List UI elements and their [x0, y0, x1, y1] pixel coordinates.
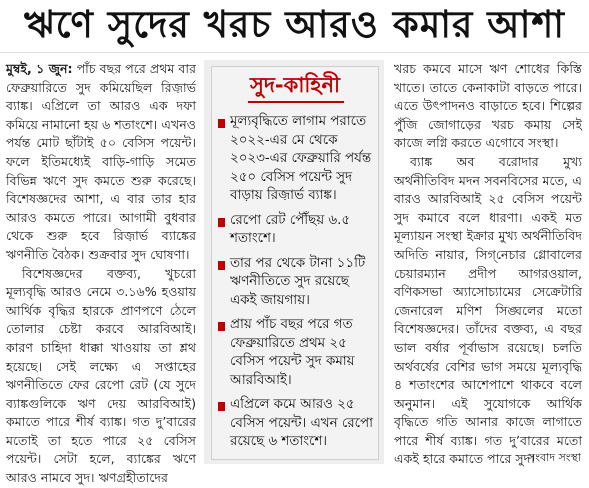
right-column	[394, 60, 582, 469]
left-para-1	[6, 60, 196, 265]
sidebar-bullet-text: তার পর থেকে টানা ১১টি ঋণনীতিতে সুদ রয়েছে একই জায়গায়।	[230, 255, 366, 308]
sidebar-panel	[204, 60, 384, 464]
left-para-2: বিশেষজ্ঞদের বক্তব্য, খুচরো মূল্যবৃদ্ধি আরও নেমে ৩.১৬% হওয়ায় আর্থিক বৃদ্ধির হারকে প্রাণপণে ঠেলে তোলার চেষ্টা করবে আরবিআই। কারণ চাহিদা ধাক্কা খাওয়ায় তা শ্লথ হয়েছে। সেই লক্ষ্যে এ সপ্তাহের ঋণনীতিতে ফের রেপো রেট (যে সুদে ব্যাঙ্কগুলিকে ঋণ দেয় আরবিআই) কমাতে পারে শীর্ষ ব্যাঙ্ক। গত দু’বারের মতোই তা হতে পারে ২৫ বেসিস পয়েন্ট। সেটা হলে, ব্যাঙ্কের ঋণে আরও নামবে সুদ। ঋণগ্রহীতাদের	[6, 265, 196, 486]
bullet-square-icon	[218, 261, 225, 270]
dateline: মুম্বই, ১ জুন:	[6, 61, 73, 76]
headline: ঋণে সুদের খরচ আরও কমার আশা	[0, 0, 589, 53]
sidebar-bullet-list	[218, 113, 374, 458]
sidebar-bullet	[218, 255, 374, 311]
news-agency-credit: সংবাদ সংস্থা	[527, 451, 581, 464]
sidebar-bullet	[218, 316, 374, 390]
bullet-square-icon	[218, 402, 225, 411]
sidebar-bullet-text: প্রায় পাঁচ বছর পরে গত ফেব্রুয়ারিতে প্রথম ২৫ বেসিস পয়েন্ট সুদ কমায় আরবিআই।	[230, 317, 355, 388]
sidebar-bullet	[218, 396, 374, 452]
sidebar-bullet	[218, 113, 374, 206]
right-para-2: ব্যাঙ্ক অব বরোদার মুখ্য অর্থনীতিবিদ মদন সবনবিসের মতে, এ বারও আরবিআই ২৫ বেসিস পয়েন্ট সুদ কমাবে বলে ধারণা। একই মত মূল্যায়ন সংস্থা ইক্রার মুখ্য অর্থনীতিবিদ অদিতি নায়ার, সিগ্‌নেচার গ্লোবালের চেয়ারম্যান প্রদীপ আগরওয়াল, বণিকসভা অ্যাসোচ্যামের সেক্রেটারি জেনারেল মণিশ সিঙ্ঘলের মতো বিশেষজ্ঞদের। তাঁদের বক্তব্য, এ বছর ভাল বর্ষার পূর্বাভাস রয়েছে। চলতি অর্থবর্ষের বেশির ভাগ সময়ে মূল্যবৃদ্ধি ৪ শতাংশের আশেপাশে থাকবে বলে অনুমান। এই সুযোগকে আর্থিক বৃদ্ধিতে গতি আনার কাজে লাগাতে পারে শীর্ষ ব্যাঙ্ক। গত দু’বারের মতো একই হারে কমাতে পারে সুদ।	[394, 153, 582, 467]
bullet-square-icon	[218, 218, 225, 227]
bullet-square-icon	[218, 119, 225, 128]
right-para-1: খরচ কমবে মাসে ঋণ শোধের কিস্তি খাতে। তাতে কেনাকাটা বাড়তে পারে। এতে উৎপাদনও বাড়াতে হবে। শিল্পের পুঁজি জোগাড়ের খরচ কমায় সেই কাজে লগ্নি করতে এগোবে সংস্থা।	[394, 61, 582, 151]
left-para-1-text: পাঁচ বছর পরে প্রথম বার ফেব্রুয়ারিতে সুদ কমিয়েছিল রিজ়ার্ভ ব্যাঙ্ক। এপ্রিলে তা আরও এক দফা কমিয়ে নামানো হয় ৬ শতাংশে। এখনও পর্যন্ত মোট ছাঁটাই ৫০ বেসিস পয়েন্ট। ফলে ইতিমধ্যেই বাড়ি-গাড়ি সমেত বিভিন্ন ঋণে সুদ কমতে শুরু করেছে। বিশেষজ্ঞদের আশা, এ বার তার হার আরও কমতে পারে। আগামী বুধবার থেকে শুরু হবে রিজ়ার্ভ ব্যাঙ্কের ঋণনীতি বৈঠক। শুক্রবার সুদ ঘোষণা।	[6, 61, 196, 262]
sidebar-title: সুদ-কাহিনী	[250, 73, 340, 97]
sidebar-bullet	[218, 212, 374, 249]
sidebar-box	[211, 66, 379, 460]
left-column	[6, 60, 196, 488]
sidebar-bullet-text: এপ্রিলে কমে আরও ২৫ বেসিস পয়েন্ট। এখন রেপো রয়েছে ৬ শতাংশে।	[230, 397, 373, 449]
sidebar-bullet-text: মূল্যবৃদ্ধিতে লাগাম পরাতে ২০২২-এর মে থেকে ২০২৩-এর ফেব্রুয়ারি পর্যন্ত ২৫০ বেসিস পয়েন্ট সুদ বাড়ায় রিজ়ার্ভ ব্যাঙ্ক।	[230, 114, 372, 203]
sidebar-title-underline	[248, 101, 344, 103]
sidebar-bullet-text: রেপো রেট পৌঁছয় ৬.৫ শতাংশে।	[230, 212, 351, 246]
bullet-square-icon	[218, 322, 225, 331]
